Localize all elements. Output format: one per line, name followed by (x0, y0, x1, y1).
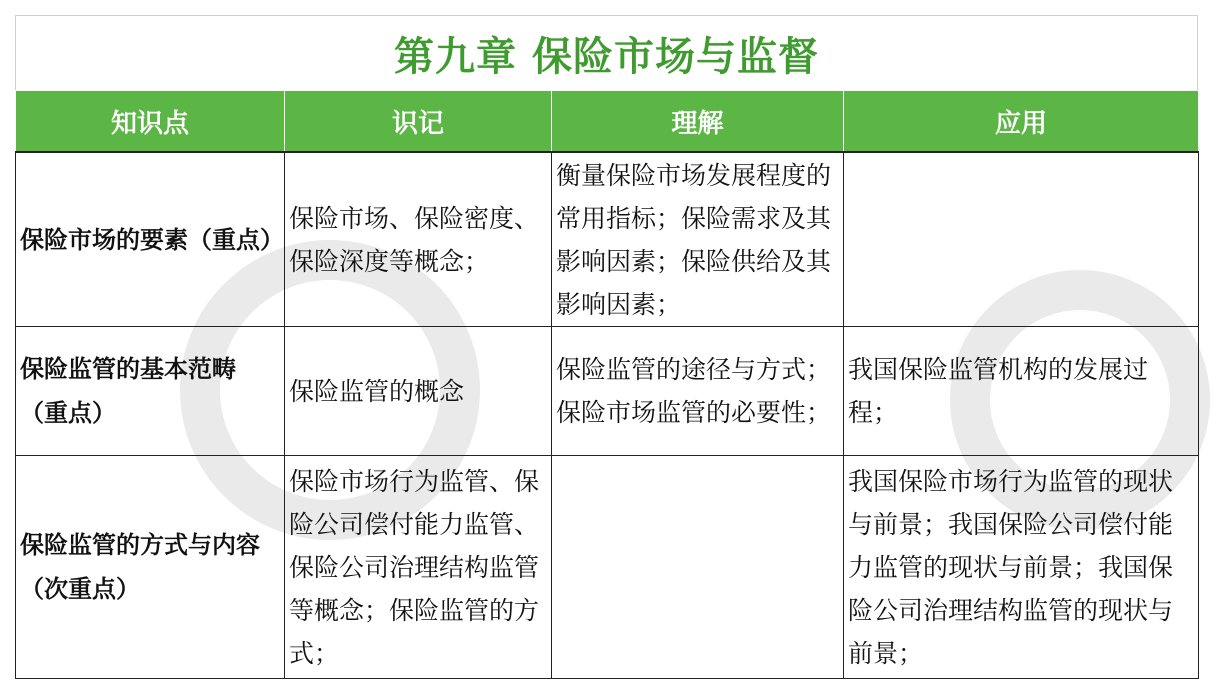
header-knowledge-point: 知识点 (16, 91, 285, 153)
table-header-row (16, 91, 1199, 153)
knowledge-point-cell: 保险市场的要素（重点） (16, 152, 285, 327)
understand-cell: 保险监管的途径与方式；保险市场监管的必要性； (552, 327, 844, 456)
table-row (16, 327, 1199, 456)
header-apply: 应用 (844, 91, 1199, 153)
table-row (16, 456, 1199, 679)
apply-cell: 我国保险监管机构的发展过程； (844, 327, 1199, 456)
understand-cell: 衡量保险市场发展程度的常用指标；保险需求及其影响因素；保险供给及其影响因素； (552, 152, 844, 327)
apply-cell: 我国保险市场行为监管的现状与前景；我国保险公司偿付能力监管的现状与前景；我国保险公司治理结构监管的现状与前景； (844, 456, 1199, 679)
apply-cell (844, 152, 1199, 327)
knowledge-point-cell: 保险监管的基本范畴（重点） (16, 327, 285, 456)
knowledge-table (15, 90, 1199, 679)
chapter-title: 第九章 保险市场与监督 (15, 15, 1198, 90)
header-remember: 识记 (285, 91, 552, 153)
syllabus-table-sheet (15, 15, 1198, 678)
header-understand: 理解 (552, 91, 844, 153)
remember-cell: 保险市场行为监管、保险公司偿付能力监管、保险公司治理结构监管等概念；保险监管的方式； (285, 456, 552, 679)
understand-cell (552, 456, 844, 679)
knowledge-point-cell: 保险监管的方式与内容（次重点） (16, 456, 285, 679)
table-row (16, 152, 1199, 327)
remember-cell: 保险监管的概念 (285, 327, 552, 456)
remember-cell: 保险市场、保险密度、保险深度等概念； (285, 152, 552, 327)
